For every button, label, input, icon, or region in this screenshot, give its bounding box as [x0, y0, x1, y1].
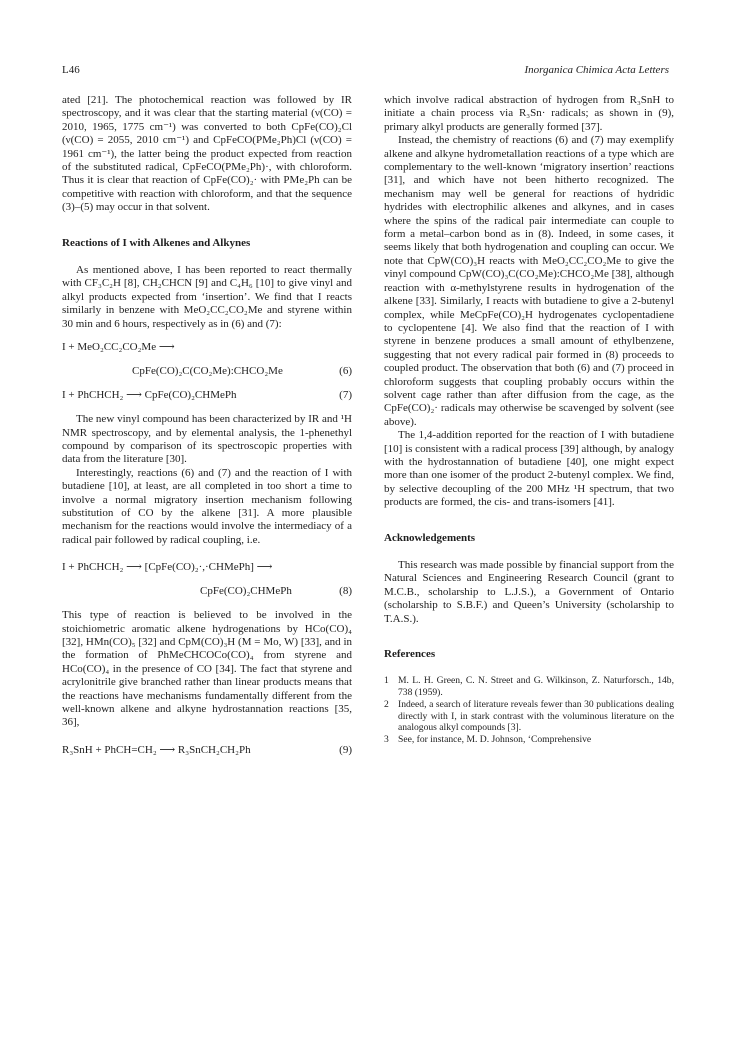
equation-7-expr: I + PhCHCH₂ ⟶ CpFe(CO)₂CHMePh — [62, 389, 237, 402]
paragraph: The 1,4-addition reported for the reaction of I with butadiene [10] is consistent with a radical process [39] although, by analogy with the hydrostannation of butadiene [40], one might expect more than one isomer of the product 2-butenyl complex. We find, by selective decoupling of the 200 MHz ¹H spectrum, that two products are formed, the cis- and trans-isomers [41]. — [384, 429, 674, 509]
equation-9 — [62, 744, 352, 758]
paragraph: Interestingly, reactions (6) and (7) and the reaction of I with butadiene [10], at least, are all completed in too short a time to involve a normal migratory insertion mechanism following substitution of CO by the alkene [31]. A more plausible mechanism for the reactions would involve the intermediacy of a radical pair followed by radical coupling, i.e. — [62, 466, 352, 546]
equation-8-line2 — [62, 585, 352, 599]
equation-8-lhs: I + PhCHCH₂ ⟶ [CpFe(CO)₂·,·CHMePh] ⟶ — [62, 561, 273, 574]
reference-text: M. L. H. Green, C. N. Street and G. Wilkinson, Z. Naturforsch., 14b, 738 (1959). — [398, 675, 674, 698]
equation-6-line2 — [62, 365, 352, 379]
reference-text: See, for instance, M. D. Johnson, ‘Comprehensive — [398, 734, 592, 746]
references-heading: References — [384, 648, 436, 661]
paragraph: Instead, the chemistry of reactions (6) and (7) may exemplify alkene and alkyne hydrometallation reactions of a type which are complementary to the well-known ‘migratory insertion’ reactions [31], and which have not been hitherto recognized. The mechanism may well be general for reactions of hydridic hydrides with electrophilic alkenes and alkynes, and in cases where the spins of the radical pair intermediate can couple to form a metal–carbon bond as in (8). Indeed, in some cases, it seems likely that both hydrogenation and coupling can occur. We note that CpW(CO)₃H reacts with MeO₂CC₂CO₂Me to give the vinyl compound CpW(CO)₃C(CO₂Me):CHCO₂Me [38], although reaction with α-methylstyrene results in hydrogenation of the alkene [33]. Similarly, I reacts with butadiene to give a 2-butenyl complex, while MeCpFe(CO)₂H hydrogenates cyclopentadiene to cyclopentene [4]. We also find that the reaction of I with styrene in benzene produces a small amount of ethylbenzene, suggesting that not every radical pair formed in (8) proceeds to coupled product. The observation that both (6) and (7) proceed in chloroform suggests that coupling probably occurs within the solvent cage rather than after diffusion from the cage, as the CpFe(CO)₂· radicals may otherwise be scavenged by solvent (see above). — [384, 134, 674, 428]
reference-number: 1 — [384, 675, 389, 687]
reference-item — [384, 675, 674, 698]
equation-8-rhs: CpFe(CO)₂CHMePh — [200, 585, 292, 598]
equation-6-line1 — [62, 341, 352, 355]
paragraph: ated [21]. The photochemical reaction was followed by IR spectroscopy, and it was clear that the starting material (ν(CO) = 2010, 1965, 1775 cm⁻¹) was converted to both CpFe(CO)₂Cl (ν(CO) = 2055, 2010 cm⁻¹) and CpFeCO(PMe₂Ph)Cl (ν(CO) = 1961 cm⁻¹), the latter being the product expected from reaction of the substituted radical, CpFeCO(PMe₂Ph)·, with chloroform. Thus it is clear that reaction of CpFe(CO)₂· with PMe₂Ph can be competitive with reaction with chloroform, and that the sequence (3)–(5) may occur in that solvent. — [62, 94, 352, 214]
page-header — [62, 64, 669, 80]
equation-8-number: (8) — [339, 585, 352, 598]
acknowledgements-heading: Acknowledgements — [384, 531, 476, 544]
reference-item — [384, 734, 674, 745]
page-number: L46 — [62, 64, 80, 76]
equation-9-number: (9) — [339, 743, 352, 756]
reference-list — [384, 675, 674, 745]
paragraph: As mentioned above, I has been reported to react thermally with CF₃C₂H [8], CH₂CHCN [9] and C₄H₆ [10] to give vinyl and alkyl products expected from ‘insertion’. We find that I reacts similarly in benzene with MeO₂CC₂CO₂Me and styrene within 30 min and 6 hours, respectively as in (6) and (7): — [62, 264, 352, 330]
section-heading: Reactions of I with Alkenes and Alkynes — [62, 236, 251, 249]
equation-6-lhs: I + MeO₂CC₂CO₂Me ⟶ — [62, 341, 175, 354]
equation-9-expr: R₃SnH + PhCH=CH₂ ⟶ R₃SnCH₂CH₂Ph — [62, 743, 251, 756]
equation-7 — [62, 389, 352, 403]
reference-item — [384, 699, 674, 733]
paragraph: The new vinyl compound has been characterized by IR and ¹H NMR spectroscopy, and by elemental analysis, the 1-phenethyl compound by comparison of its spectroscopic properties with data from the literature [30]. — [62, 413, 352, 466]
journal-title: Inorganica Chimica Acta Letters — [524, 64, 669, 76]
equation-6-rhs: CpFe(CO)₂C(CO₂Me):CHCO₂Me — [132, 365, 283, 378]
reference-text: Indeed, a search of literature reveals fewer than 30 publications dealing directly with I, in stark contrast with the voluminous literature on the analogous alkyl compounds [3]. — [398, 699, 674, 734]
reference-number: 2 — [384, 699, 389, 711]
equation-7-number: (7) — [339, 389, 352, 402]
equation-8-line1 — [62, 561, 352, 575]
left-column — [62, 94, 352, 768]
acknowledgements-text: This research was made possible by financial support from the Natural Sciences and Engineering Research Council (grant to M.C.B., scholarship to L.J.S.), a Government of Ontario (scholarship to S.B.F.) and Queen’s University (scholarship to T.A.S.). — [384, 559, 674, 625]
paragraph: which involve radical abstraction of hydrogen from R₃SnH to initiate a chain process via R₃Sn· radicals; as shown in (9), primary alkyl products are generally formed [37]. — [384, 94, 674, 133]
reference-number: 3 — [384, 734, 389, 746]
right-column — [384, 94, 674, 747]
equation-6-number: (6) — [339, 365, 352, 378]
paragraph: This type of reaction is believed to be involved in the stoichiometric aromatic alkene hydrogenations by HCo(CO)₄ [32], HMn(CO)₅ [32] and CpM(CO)₃H (M = Mo, W) [33], and in the formation of PhMeCHCOCo(CO)₄ from styrene and HCo(CO)₄ in the presence of CO [34]. The fact that styrene and acrylonitrile give branched rather than linear products means that the reactions have mechanisms fundamentally different from the well-known alkene and alkyne hydrostannation reactions [35, 36], — [62, 609, 352, 729]
